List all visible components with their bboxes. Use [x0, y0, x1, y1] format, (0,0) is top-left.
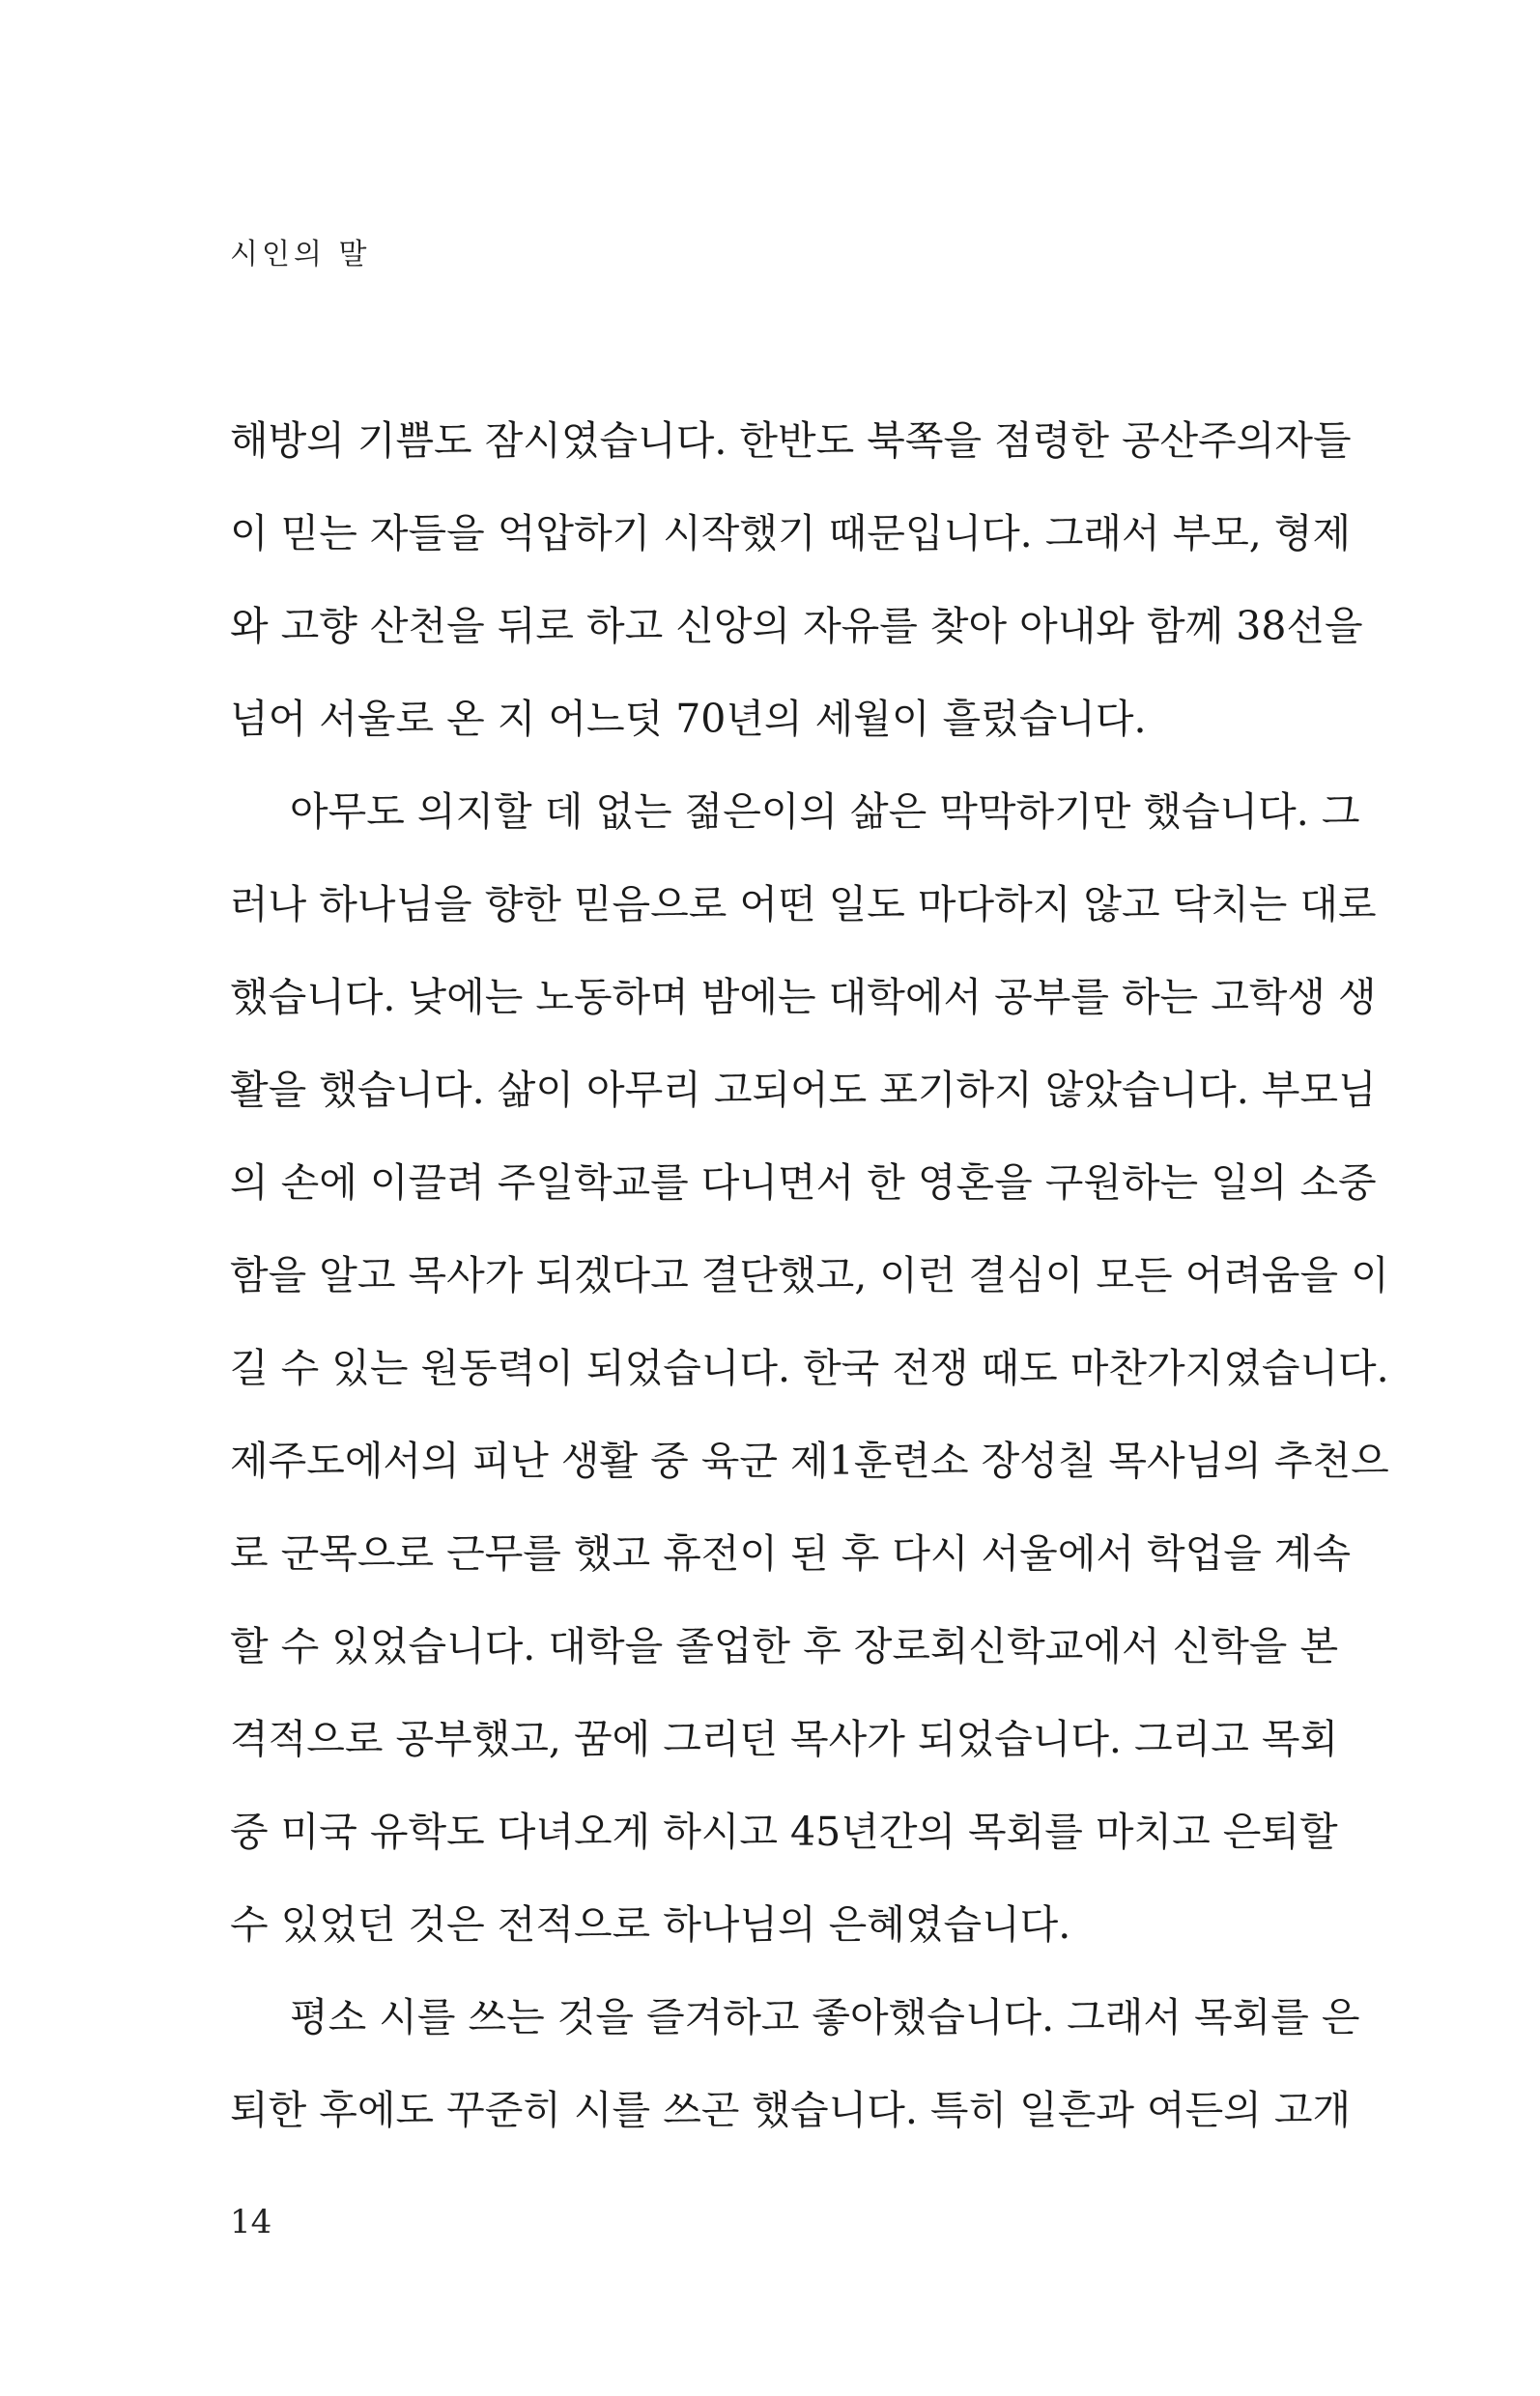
text-line: 러나 하나님을 향한 믿음으로 어떤 일도 마다하지 않고 닥치는 대로: [230, 881, 1377, 927]
text-line: 의 손에 이끌려 주일학교를 다니면서 한 영혼을 구원하는 일의 소중: [230, 1159, 1377, 1206]
body-text: [230, 394, 1389, 2156]
text-line: 함을 알고 목사가 되겠다고 결단했고, 이런 결심이 모든 어려움을 이: [230, 1252, 1389, 1298]
text-line: 격적으로 공부했고, 꿈에 그리던 목사가 되었습니다. 그리고 목회: [230, 1716, 1339, 1762]
text-line: 할 수 있었습니다. 대학을 졸업한 후 장로회신학교에서 신학을 본: [230, 1623, 1339, 1669]
text-line: 아무도 의지할 데 없는 젊은이의 삶은 막막하기만 했습니다. 그: [290, 788, 1360, 835]
paragraph-1: [230, 394, 1363, 765]
text-line: 활을 했습니다. 삶이 아무리 고되어도 포기하지 않았습니다. 부모님: [230, 1067, 1377, 1113]
text-line: 중 미국 유학도 다녀오게 하시고 45년간의 목회를 마치고 은퇴할: [230, 1809, 1338, 1855]
paragraph-2: [230, 765, 1389, 1971]
text-line: 수 있었던 것은 전적으로 하나님의 은혜였습니다.: [230, 1901, 1071, 1948]
text-line: 평소 시를 쓰는 것을 즐겨하고 좋아했습니다. 그래서 목회를 은: [290, 1994, 1360, 2040]
text-line: 와 고향 산천을 뒤로 하고 신앙의 자유를 찾아 아내와 함께 38선을: [230, 603, 1363, 649]
text-line: 했습니다. 낮에는 노동하며 밤에는 대학에서 공부를 하는 고학생 생: [230, 974, 1377, 1020]
text-line: 로 군목으로 근무를 했고 휴전이 된 후 다시 서울에서 학업을 계속: [230, 1530, 1352, 1577]
text-line: 넘어 서울로 온 지 어느덧 70년의 세월이 흘렀습니다.: [230, 696, 1147, 742]
text-line: 해방의 기쁨도 잠시였습니다. 한반도 북쪽을 점령한 공산주의자들: [230, 417, 1352, 464]
page-number: 14: [230, 2203, 272, 2241]
section-title: 시인의 말: [230, 238, 371, 271]
text-line: 이 믿는 자들을 억압하기 시작했기 때문입니다. 그래서 부모, 형제: [230, 510, 1352, 556]
text-line: 제주도에서의 피난 생활 중 육군 제1훈련소 장성칠 목사님의 추천으: [230, 1438, 1389, 1484]
text-line: 길 수 있는 원동력이 되었습니다. 한국 전쟁 때도 마찬가지였습니다.: [230, 1345, 1389, 1391]
text-line: 퇴한 후에도 꾸준히 시를 쓰곤 했습니다. 특히 일흔과 여든의 고개: [230, 2087, 1352, 2133]
paragraph-3: [230, 1971, 1360, 2156]
